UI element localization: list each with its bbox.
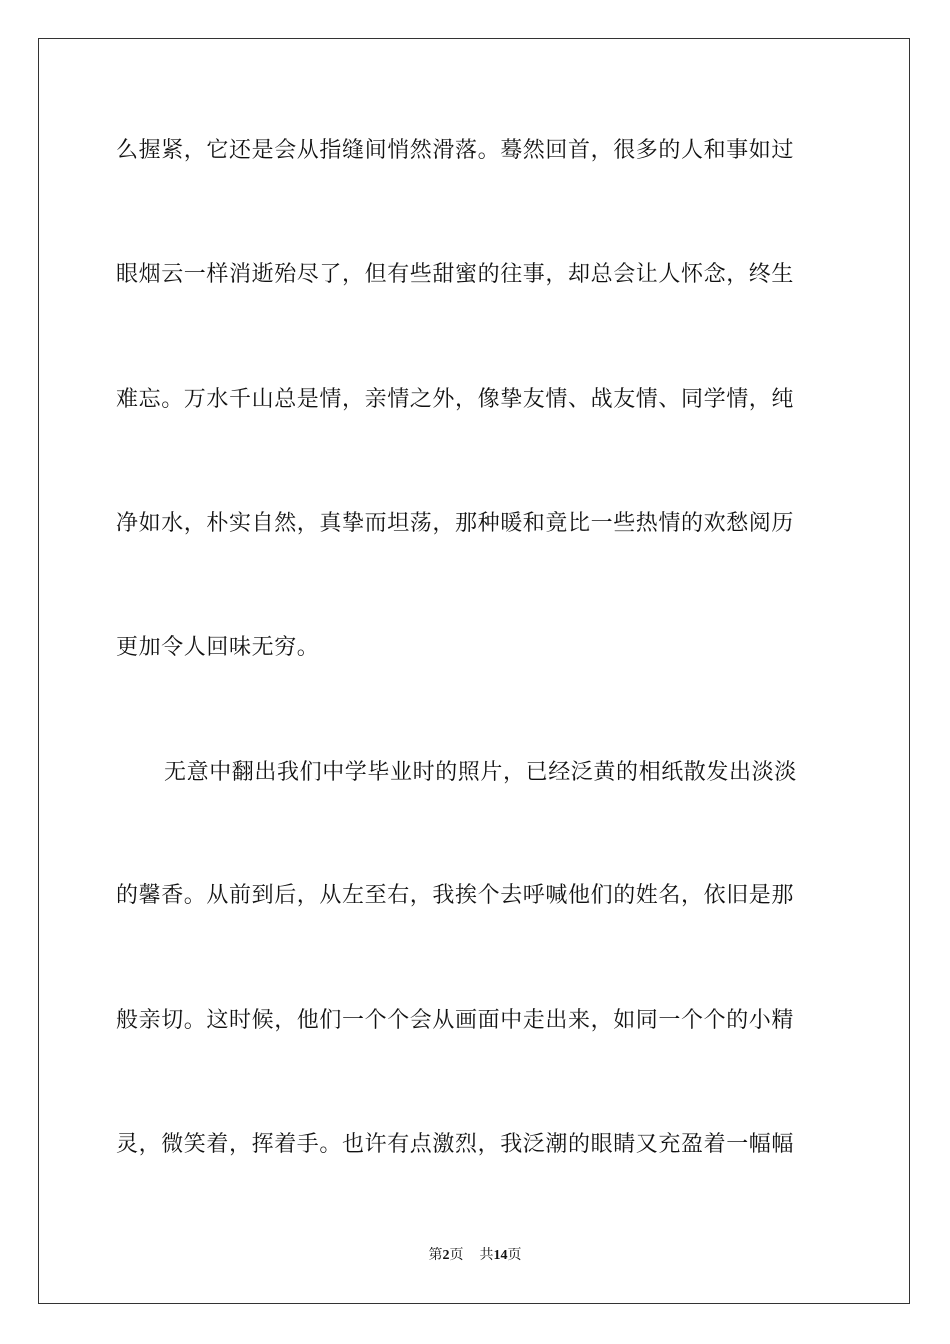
page-footer: [0, 1247, 950, 1265]
paragraph-line-6: 无意中翻出我们中学毕业时的照片，已经泛黄的相纸散发出淡淡: [164, 760, 797, 785]
total-suffix: 页: [507, 1248, 522, 1263]
paragraph-line-4: 净如水，朴实自然，真挚而坦荡，那种暖和竟比一些热情的欢愁阅历: [116, 511, 795, 536]
page-suffix: 页: [449, 1248, 464, 1263]
total-pages: 14: [493, 1248, 508, 1263]
paragraph-line-1: 么握紧，它还是会从指缝间悄然滑落。蓦然回首，很多的人和事如过: [116, 138, 795, 163]
paragraph-line-3: 难忘。万水千山总是情，亲情之外，像挚友情、战友情、同学情，纯: [116, 387, 795, 412]
paragraph-line-7: 的馨香。从前到后，从左至右，我挨个去呼喊他们的姓名，依旧是那: [116, 883, 795, 908]
paragraph-line-8: 般亲切。这时候，他们一个个会从画面中走出来，如同一个个的小精: [116, 1008, 795, 1033]
paragraph-line-9: 灵，微笑着，挥着手。也许有点激烈，我泛潮的眼睛又充盈着一幅幅: [116, 1132, 795, 1157]
page-border: [38, 38, 910, 1304]
page-prefix: 第: [428, 1248, 443, 1263]
paragraph-line-2: 眼烟云一样消逝殆尽了，但有些甜蜜的往事，却总会让人怀念，终生: [116, 262, 795, 287]
paragraph-line-5: 更加令人回味无穷。: [116, 635, 320, 660]
page-number: 2: [442, 1248, 450, 1263]
total-prefix: 共: [479, 1248, 494, 1263]
